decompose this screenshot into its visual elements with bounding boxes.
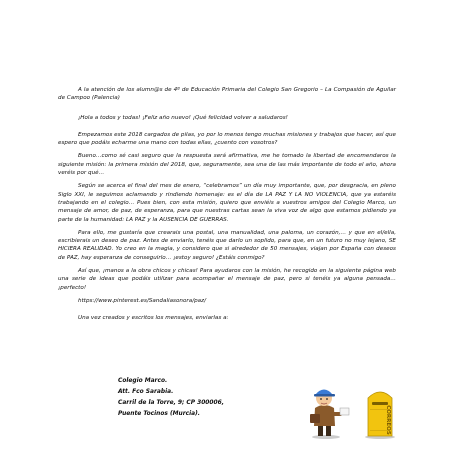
- letter-header: A la atención de los alumn@s de 4º de Educación Primaria del Colegio San Gregorio – La Compasión de Aguilar de Campoo (Palencia): [58, 87, 396, 102]
- paragraph-4: Para ello, me gustaría que crearais una postal, una manualidad, una paloma, un corazón,… y que en el/ella, escribierais un deseo de paz. Antes de enviarlo, tenéis que darlo un soplido, para que, en un futuro no muy lejano, SE HICIERA REALIDAD. Yo creo en la magia, y considero que si alrededor de 50 mensajes, viajan por España con deseos de PAZ, hay esperanza de conseguirlo… ¡estoy seguro! ¿Estáis conmigo?: [58, 229, 396, 261]
- mailbox-label: CORREOS: [385, 405, 391, 435]
- address-line: Colegio Marco.: [118, 378, 168, 384]
- paragraph-5: Así que, ¡manos a la obra chicos y chicas! Para ayudaros con la misión, he recogido en la siguiente página web una serie de ideas que podáis utilizar para acompañar el mensaje de paz, pero si tenéis ya alguna pensada… ¡perfecto!: [58, 268, 396, 291]
- address-line: Puente Tocinos (Murcia).: [118, 411, 201, 417]
- paragraph-3: Según se acerca el final del mes de enero, “celebramos” un día muy importante, que, por desgracia, en pleno Siglo XXI, le seguimos aclamando y rindiendo homenaje: es el día de LA PAZ Y LA NO VIOLENCIA, que ya estaréis trabajando en el colegio… Pues bien, con esta misión, quiero que enviéis a vuestros amigos del Colegio Marco, un mensaje de amor, de paz, de esperanza, para que nuestras cartas sean la viva voz de algo que estamos pidiendo ya parte de la humanidad: LA PAZ y la AUSENCIA DE GUERRAS.: [58, 183, 396, 223]
- address-line: Carril de la Torre, 9; CP 300006,: [118, 400, 224, 406]
- pinterest-link[interactable]: https://www.pinterest.es/Sandaliasonora/paz/: [78, 297, 206, 304]
- letter-body: [58, 86, 396, 329]
- postman-mailbox-illustration: [306, 380, 406, 440]
- letter-closing: Una vez creados y escritos los mensajes, enviarlas a:: [78, 315, 229, 322]
- address-line: Att. Fco Sarabia.: [118, 389, 174, 395]
- paragraph-1: Empezamos este 2018 cargados de pilas, yo por lo menos tengo muchas misiones y trabajos que hacer, así que espero que podáis echarme una mano con todas ellas, ¿cuento con vosotros?: [58, 131, 396, 147]
- letter-greeting: ¡Hola a todos y todas! ¡Feliz año nuevo! ¡Qué felicidad volver a saludaros!: [78, 114, 288, 121]
- paragraph-2: Bueno…como sé casi seguro que la respuesta será afirmativa, me he tomado la libertad de encomendaros la siguiente misión: la primera misión del 2018, que, seguramente, sea una de las más importante de todo el año, ahora veréis por qué…: [58, 153, 396, 177]
- mailbox-icon: [365, 392, 395, 439]
- postman-icon: [310, 390, 349, 440]
- mailing-address: [118, 376, 224, 420]
